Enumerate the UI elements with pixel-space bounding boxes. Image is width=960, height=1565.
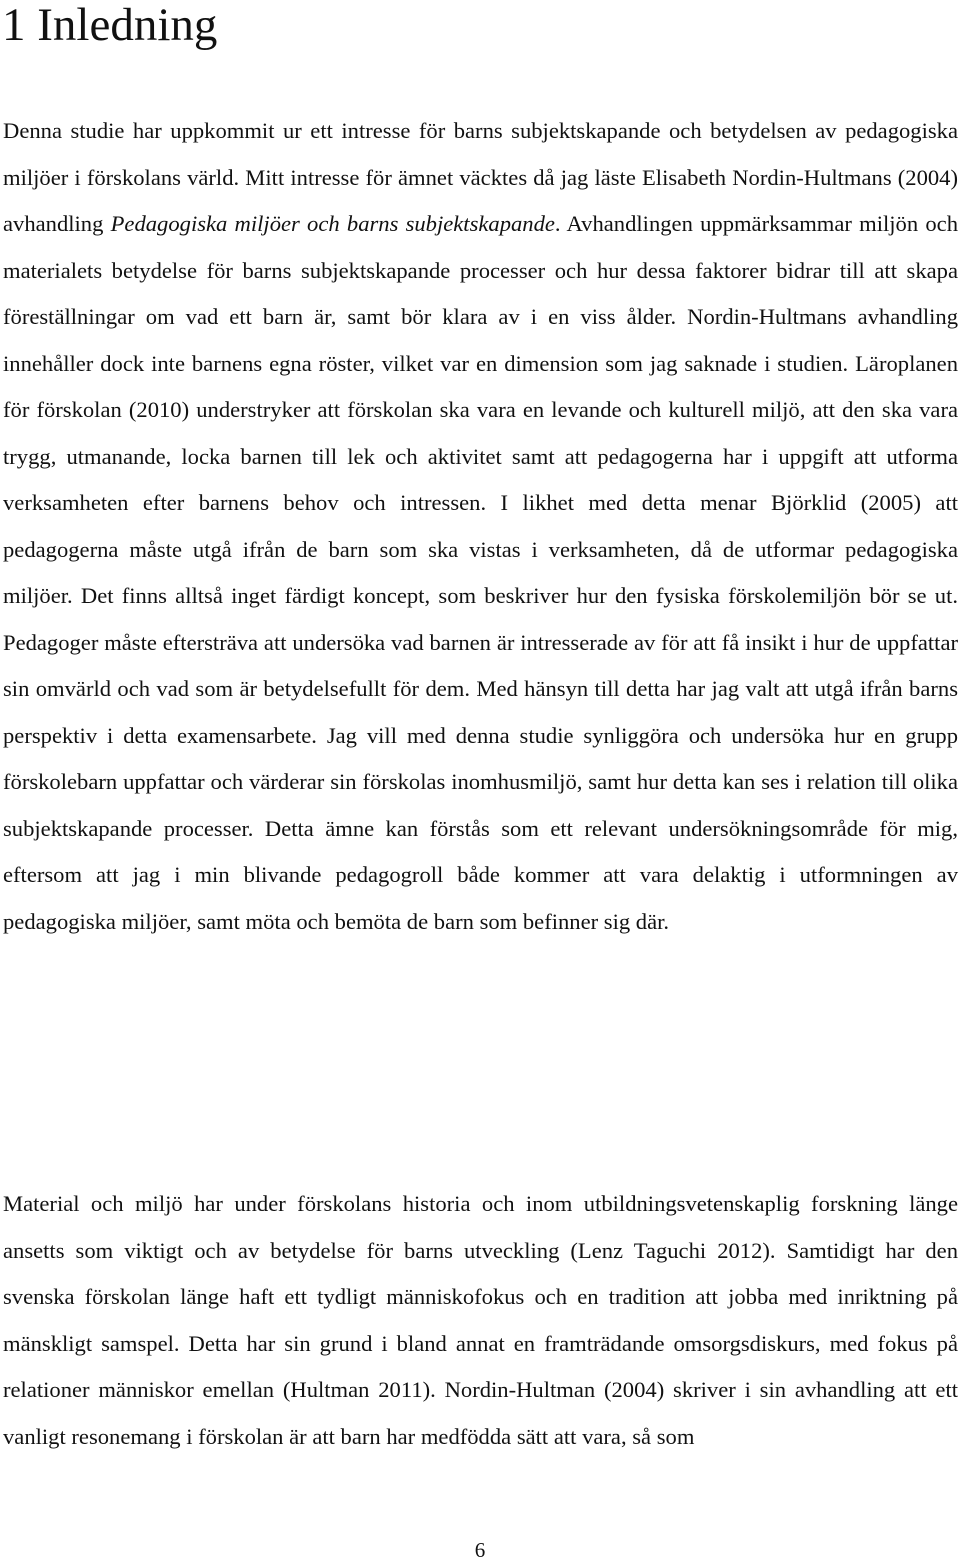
page-number: 6: [474, 1538, 486, 1562]
section-heading: 1 Inledning: [2, 0, 218, 51]
dissertation-title: Pedagogiska miljöer och barns subjektskapande: [110, 211, 555, 236]
paragraph-intro: [3, 108, 958, 945]
paragraph-material: Material och miljö har under förskolans historia och inom utbildningsvetenskaplig forskning länge ansetts som viktigt och av betydelse för barns utveckling (Lenz Taguchi 2012). Samtidigt har den svenska förskolan länge haft ett tydligt människofokus och en tradition att jobba med inriktning på mänskligt samspel. Detta har sin grund i bland annat en framträdande omsorgsdiskurs, med fokus på relationer människor emellan (Hultman 2011). Nordin-Hultman (2004) skriver i sin avhandling att ett vanligt resonemang i förskolan är att barn har medfödda sätt att vara, så som: [3, 1191, 958, 1449]
paragraph-intro-text-2: . Avhandlingen uppmärksammar miljön och materialets betydelse för barns subjektskapande processer och hur dessa faktorer bidrar till att skapa föreställningar om vad ett barn är, samt bör klara av i en viss ålder. Nordin-Hultmans avhandling innehåller dock inte barnens egna röster, vilket var en dimension som jag saknade i studien. Läroplanen för förskolan (2010) understryker att förskolan ska vara en levande och kulturell miljö, att den ska vara trygg, utmanande, locka barnen till lek och aktivitet samt att pedagogerna har i uppgift att utforma verksamheten efter barnens behov och intressen. I likhet med detta menar Björklid (2005) att pedagogerna måste utgå ifrån de barn som ska vistas i verksamheten, då de utformar pedagogiska miljöer. Det finns alltså inget färdigt koncept, som beskriver hur den fysiska förskolemiljön bör se ut. Pedagoger måste eftersträva att undersöka vad barnen är intresserade av för att få insikt i hur de uppfattar sin omvärld och vad som är betydelsefullt för dem. Med hänsyn till detta har jag valt att utgå ifrån barns perspektiv i detta examensarbete. Jag vill med denna studie synliggöra och undersöka hur en grupp förskolebarn uppfattar och värderar sin förskolas inomhusmiljö, samt hur detta kan ses i relation till olika subjektskapande processer. Detta ämne kan förstås som ett relevant undersökningsområde för mig, eftersom att jag i min blivande pedagogroll både kommer att vara delaktig i utformningen av pedagogiska miljöer, samt möta och bemöta de barn som befinner sig där.: [3, 211, 959, 934]
paragraph-intro-text-1: Denna studie har uppkommit ur ett intresse för barns subjektskapande och betydelsen av pedagogiska miljöer i förskolans värld. Mitt intresse för ämnet väcktes då jag läste Elisabeth Nordin-Hultmans (2004) avhandling: [3, 118, 958, 236]
